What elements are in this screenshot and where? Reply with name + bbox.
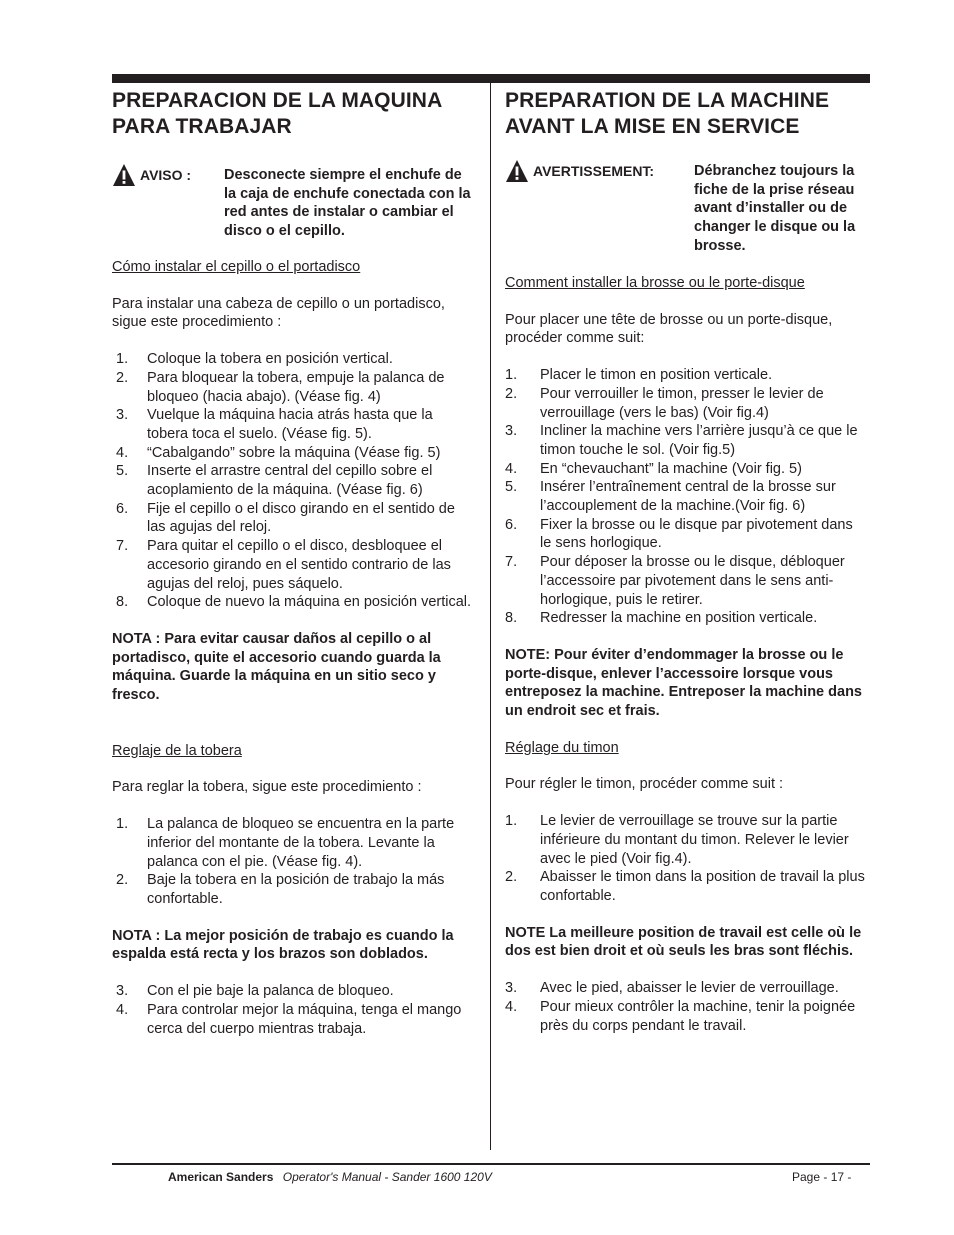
intro-install: Para instalar una cabeza de cepillo o un portadisco, sigue este procedimiento : xyxy=(112,295,445,331)
adjust-steps xyxy=(112,815,476,909)
list-item: 1. Coloque la tobera en posición vertical. xyxy=(116,351,393,368)
adjust-steps xyxy=(505,812,867,906)
list-item: 3. Incliner la machine vers l’arrière jusqu’à ce que le timon touche le sol. (Voir fig.5) xyxy=(505,423,858,458)
list-item: 6. Fixer la brosse ou le disque par pivotement dans le sens horlogique. xyxy=(505,516,853,552)
french-column xyxy=(505,88,867,1035)
list-item: 8. Redresser la machine en position verticale. xyxy=(505,610,818,627)
list-item: 2. Abaisser le timon dans la position de travail la plus confortable. xyxy=(505,869,865,904)
footer-brand: American Sanders xyxy=(168,1170,274,1184)
nota-posture: NOTA : La mejor posición de trabajo es cuando la espalda está recta y los brazos son doblados. xyxy=(112,927,454,963)
list-item: 7. Pour déposer la brosse ou le disque, débloquer l’accessoire par pivotement dans le sens anti-horlogique, puis le retirer. xyxy=(505,554,845,608)
footer-rule xyxy=(112,1163,870,1165)
list-item: 3. Vuelque la máquina hacia atrás hasta que la tobera toca el suelo. (Véase fig. 5). xyxy=(116,407,433,442)
warning-icon xyxy=(112,163,136,187)
intro-install: Pour placer une tête de brosse ou un porte-disque, procéder comme suit: xyxy=(505,311,833,347)
subheading-install: Comment installer la brosse ou le porte-disque xyxy=(505,275,805,291)
list-item: 3. Con el pie baje la palanca de bloqueo. xyxy=(116,983,394,1000)
list-item: 2. Pour verrouiller le timon, presser le levier de verrouillage (vers le bas) (Voir fig.4) xyxy=(505,385,824,421)
subheading-adjust: Reglaje de la tobera xyxy=(112,742,242,759)
warning-block xyxy=(505,159,867,253)
list-item: 7. Para quitar el cepillo o el disco, desbloquee el accesorio girando en el sentido contrario de las agujas del reloj, pues sáquelo. xyxy=(116,538,451,592)
note-storage: NOTE: Pour éviter d’endommager la brosse ou le porte-disque, enlever l’accessoire lorsque vous entreposez la machine. Entreposer la machine dans un endroit sec et frais. xyxy=(505,646,862,720)
page-number: Page - 17 - xyxy=(792,1170,852,1184)
adjust-steps-cont xyxy=(112,982,476,1038)
note-posture: NOTE La meilleure position de travail est celle où le dos est bien droit et où seuls les bras sont fléchis. xyxy=(505,924,862,960)
list-item: 8. Coloque de nuevo la máquina en posición vertical. xyxy=(116,594,472,611)
top-rule xyxy=(112,74,870,83)
list-item: 1. Placer le timon en position verticale. xyxy=(505,367,773,384)
intro-adjust: Pour régler le timon, procéder comme suit : xyxy=(505,776,784,793)
install-steps xyxy=(112,350,476,612)
list-item: 2. Para bloquear la tobera, empuje la palanca de bloqueo (hacia abajo). (Véase fig. 4) xyxy=(116,369,445,405)
nota-storage: NOTA : Para evitar causar daños al cepillo o al portadisco, quite el accesorio cuando guarda la máquina. Guarde la máquina en un sitio seco y fresco. xyxy=(112,630,441,704)
footer-manual: Operator's Manual - Sander 1600 120V xyxy=(282,1170,492,1184)
warning-block xyxy=(112,163,476,240)
list-item: 2. Baje la tobera en la posición de trabajo la más confortable. xyxy=(116,872,445,907)
subheading-install: Cómo instalar el cepillo o el portadisco xyxy=(112,259,361,275)
warning-icon xyxy=(505,159,529,183)
install-steps xyxy=(505,366,867,628)
warning-text: Desconecte siempre el enchufe de la caja de enchufe conectada con la red antes de instalar o cambiar el disco o el cepillo. xyxy=(224,167,471,240)
list-item: 3. Avec le pied, abaisser le levier de verrouillage. xyxy=(505,980,839,997)
warning-text: Débranchez toujours la fiche de la prise réseau avant d’installer ou de changer le disque ou la brosse. xyxy=(694,163,856,254)
adjust-steps-cont xyxy=(505,979,867,1035)
list-item: 5. Insérer l’entraînement central de la brosse sur l’accouplement de la machine.(Voir fig. 6) xyxy=(505,479,836,515)
list-item: 1. Le levier de verrouillage se trouve sur la partie inférieure du montant du timon. Relever le levier avec le pied (Voir fig.4). xyxy=(505,813,849,867)
subheading-adjust: Réglage du timon xyxy=(505,739,619,756)
warning-label: AVERTISSEMENT: xyxy=(533,163,655,179)
warning-label: AVISO : xyxy=(140,167,192,183)
column-divider xyxy=(490,83,491,1150)
spanish-column xyxy=(112,88,476,1038)
footer-left xyxy=(168,1170,492,1184)
list-item: 5. Inserte el arrastre central del cepillo sobre el acoplamiento de la máquina. (Véase fig. 6) xyxy=(116,463,433,499)
list-item: 6. Fije el cepillo o el disco girando en el sentido de las agujas del reloj. xyxy=(116,500,455,536)
list-item: 4. Pour mieux contrôler la machine, tenir la poignée près du corps pendant le travail. xyxy=(505,998,856,1034)
list-item: 4. En “chevauchant” la machine (Voir fig. 5) xyxy=(505,460,802,477)
list-item: 4. “Cabalgando” sobre la máquina (Véase fig. 5) xyxy=(116,444,441,461)
list-item: 4. Para controlar mejor la máquina, tenga el mango cerca del cuerpo mientras trabaja. xyxy=(116,1001,462,1037)
list-item: 1. La palanca de bloqueo se encuentra en la parte inferior del montante de la tobera. Levante la palanca con el pie. (Véase fig. 4). xyxy=(116,816,455,870)
section-title: PREPARATION DE LA MACHINE AVANT LA MISE EN SERVICE xyxy=(505,89,830,138)
intro-adjust: Para reglar la tobera, sigue este procedimiento : xyxy=(112,779,422,796)
section-title: PREPARACION DE LA MAQUINA PARA TRABAJAR xyxy=(112,89,443,138)
